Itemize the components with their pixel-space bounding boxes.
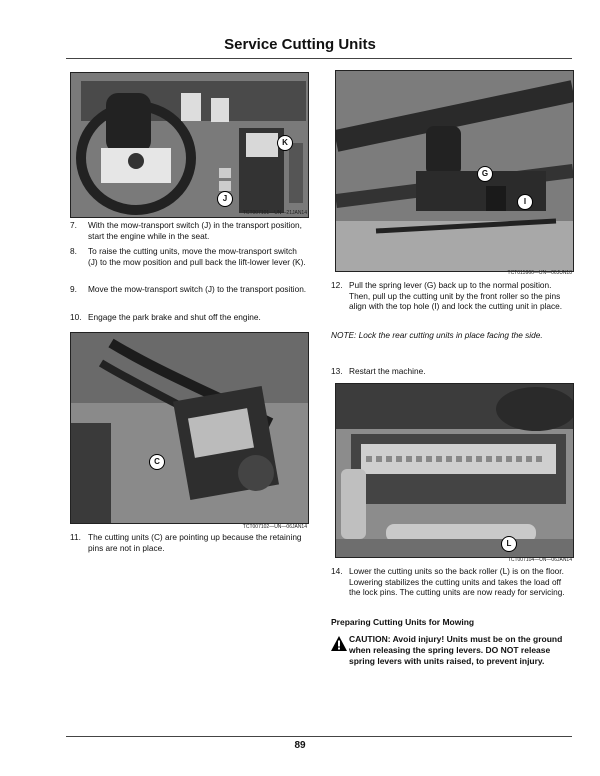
step-number: 9.	[70, 284, 77, 294]
cutting-unit-raised-illustration	[71, 333, 308, 523]
step-number: 12.	[331, 280, 343, 290]
step-13	[331, 366, 572, 377]
figure-id-3: TCT015966—UN—06JUN18	[507, 270, 572, 276]
operator-station-illustration	[71, 73, 308, 217]
step-number: 7.	[70, 220, 77, 230]
step-10	[70, 312, 308, 323]
step-number: 11.	[70, 532, 81, 542]
step-text: Pull the spring lever (G) back up to the normal position. Then, pull up the cutting unit by the front roller so the pins align with the top hole (I) and lock the cutting unit in place.	[349, 280, 563, 312]
section-heading: Preparing Cutting Units for Mowing	[331, 617, 475, 627]
step-text: Lower the cutting units so the back roller (L) is on the floor. Lowering stabilizes the cutting units and takes the load off the lock pins. The cutting units are now ready for servicing.	[349, 566, 565, 598]
step-number: 14.	[331, 566, 343, 576]
step-number: 10.	[70, 312, 82, 322]
page-number: 89	[294, 740, 306, 751]
cutting-unit-lowered-illustration	[336, 384, 573, 557]
figure-id-2: TCT007102—UN—06JAN14	[242, 524, 307, 530]
caution-text: CAUTION: Avoid injury! Units must be on the ground when releasing the spring levers. DO NOT release spring levers with units raised, to prevent injury.	[349, 634, 563, 666]
figure-id-1: TCT007101—UN—21JAN14	[242, 210, 307, 216]
callout-k: K	[277, 135, 293, 151]
step-7	[70, 220, 308, 241]
step-9	[70, 284, 308, 295]
callout-j: J	[217, 191, 233, 207]
footer-rule	[66, 736, 572, 737]
callout-g: G	[477, 166, 493, 182]
photo-cutting-unit-lowered	[335, 383, 574, 558]
step-12	[331, 280, 572, 312]
step-text: With the mow-transport switch (J) in the transport position, start the engine while in the seat.	[88, 220, 302, 241]
warning-triangle-icon	[331, 636, 347, 656]
step-8	[70, 246, 308, 267]
photo-spring-lever	[335, 70, 574, 272]
photo-operator-station	[70, 72, 309, 218]
step-text: Move the mow-transport switch (J) to the transport position.	[88, 284, 307, 294]
photo-cutting-unit-raised	[70, 332, 309, 524]
figure-id-4: TCT007104—UN—06JAN14	[507, 557, 572, 563]
step-11	[70, 532, 308, 553]
step-text: The cutting units (C) are pointing up because the retaining pins are not in place.	[88, 532, 302, 553]
step-number: 13.	[331, 366, 343, 376]
title-rule	[66, 58, 572, 59]
callout-l: L	[501, 536, 517, 552]
page-title: Service Cutting Units	[224, 36, 376, 53]
note-text: NOTE: Lock the rear cutting units in place facing the side.	[331, 330, 543, 340]
step-text: Engage the park brake and shut off the engine.	[88, 312, 261, 322]
callout-c: C	[149, 454, 165, 470]
spring-lever-illustration	[336, 71, 573, 271]
step-number: 8.	[70, 246, 77, 256]
step-14	[331, 566, 572, 598]
step-text: Restart the machine.	[349, 366, 426, 376]
step-text: To raise the cutting units, move the mow-transport switch (J) to the mow position and pull back the lift-lower lever (K).	[88, 246, 306, 267]
callout-i: I	[517, 194, 533, 210]
